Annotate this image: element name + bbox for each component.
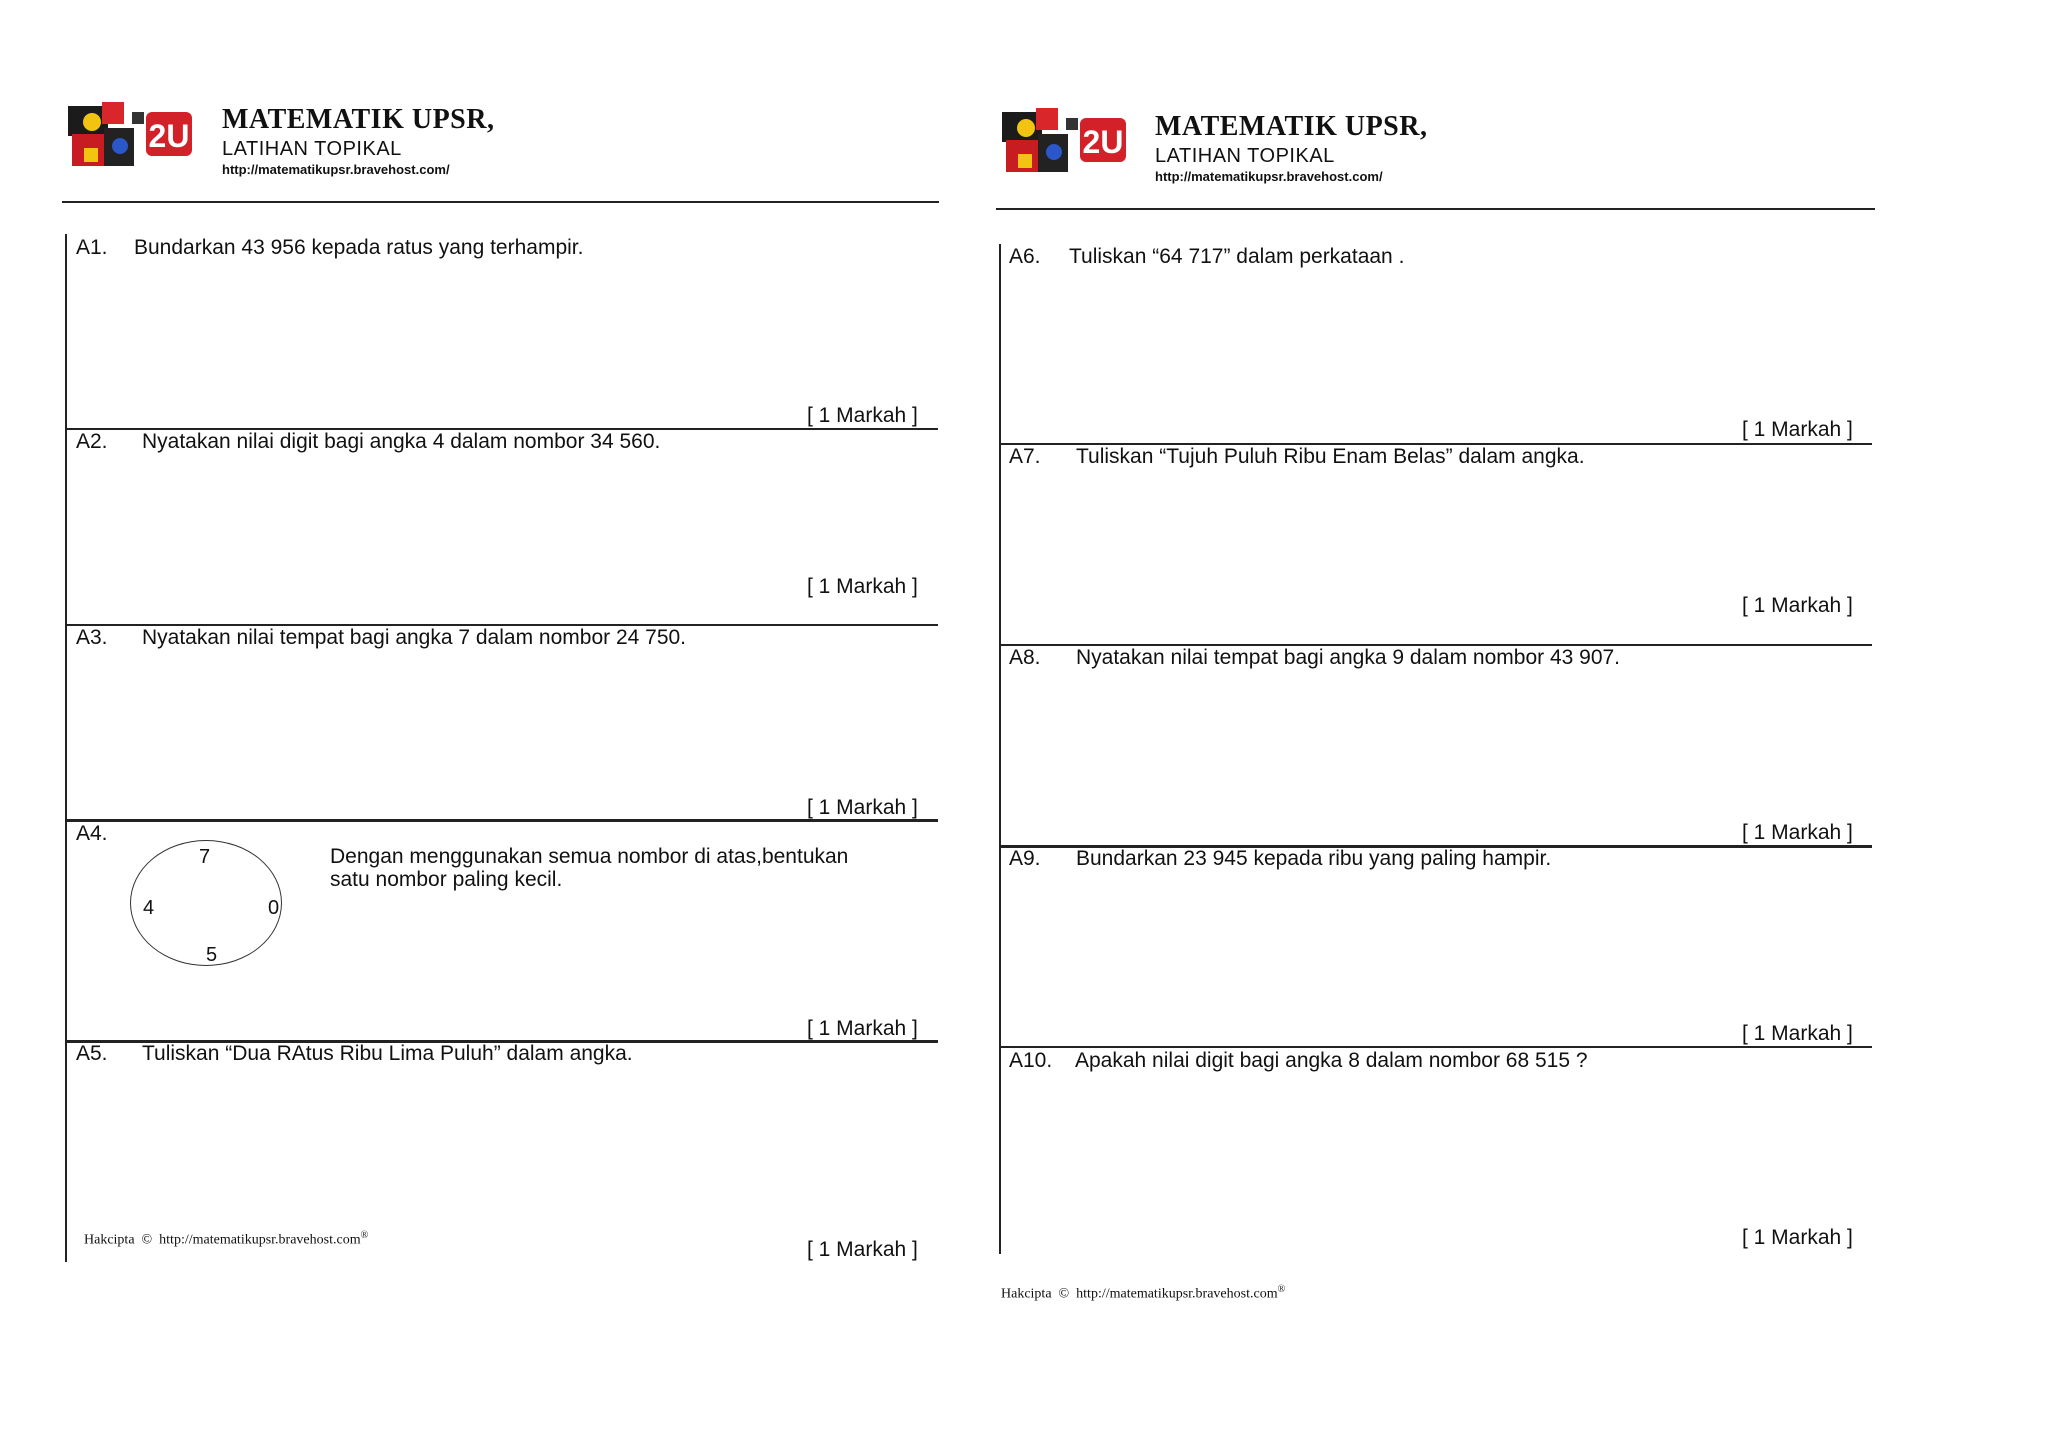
header-url: http://matematikupsr.bravehost.com/ xyxy=(1155,169,1383,184)
question-number: A4. xyxy=(76,822,108,845)
ellipse-digit: 4 xyxy=(143,897,155,919)
header-title: MATEMATIK UPSR, xyxy=(222,104,495,135)
left-border xyxy=(999,244,1001,1254)
marks-label: [ 1 Markah ] xyxy=(807,1017,918,1040)
question-text-line1: Dengan menggunakan semua nombor di atas,bentukan xyxy=(330,845,849,868)
question-number: A10. xyxy=(1009,1049,1053,1072)
header-subtitle: LATIHAN TOPIKAL xyxy=(222,138,402,160)
question-text: Tuliskan “Dua RAtus Ribu Lima Puluh” dalam angka. xyxy=(142,1042,633,1065)
question-number: A9. xyxy=(1009,847,1041,870)
marks-label: [ 1 Markah ] xyxy=(807,575,918,598)
divider xyxy=(65,819,938,822)
copyright-footer: Hakcipta © http://matematikupsr.bravehost.com® xyxy=(84,1230,369,1248)
question-number: A5. xyxy=(76,1042,108,1065)
question-text-line2: satu nombor paling kecil. xyxy=(330,868,563,891)
question-number: A6. xyxy=(1009,245,1041,268)
question-text: Bundarkan 23 945 kepada ribu yang paling hampir. xyxy=(1076,847,1552,870)
header-rule xyxy=(62,201,939,203)
copyright-footer: Hakcipta © http://matematikupsr.bravehost.com® xyxy=(1001,1284,1286,1302)
question-number: A8. xyxy=(1009,646,1041,669)
divider xyxy=(999,1046,1872,1048)
marks-label: [ 1 Markah ] xyxy=(807,1238,918,1261)
marks-label: [ 1 Markah ] xyxy=(1742,418,1853,441)
question-text: Bundarkan 43 956 kepada ratus yang terhampir. xyxy=(134,236,584,259)
header-url: http://matematikupsr.bravehost.com/ xyxy=(222,162,450,177)
marks-label: [ 1 Markah ] xyxy=(1742,821,1853,844)
header-title: MATEMATIK UPSR, xyxy=(1155,111,1428,142)
marks-label: [ 1 Markah ] xyxy=(1742,1226,1853,1249)
marks-label: [ 1 Markah ] xyxy=(1742,1022,1853,1045)
ellipse-digit: 7 xyxy=(199,846,211,868)
question-text: Tuliskan “Tujuh Puluh Ribu Enam Belas” dalam angka. xyxy=(1076,445,1585,468)
question-number: A1. xyxy=(76,236,108,259)
svg-text:2U: 2U xyxy=(148,118,190,154)
marks-label: [ 1 Markah ] xyxy=(1742,594,1853,617)
question-number: A7. xyxy=(1009,445,1041,468)
ellipse-digit: 0 xyxy=(268,897,280,919)
question-text: Nyatakan nilai tempat bagi angka 9 dalam nombor 43 907. xyxy=(1076,646,1621,669)
matematik-2u-logo xyxy=(62,98,192,178)
question-number: A3. xyxy=(76,626,108,649)
question-text: Nyatakan nilai tempat bagi angka 7 dalam nombor 24 750. xyxy=(142,626,687,649)
ellipse-digit: 5 xyxy=(206,944,218,966)
marks-label: [ 1 Markah ] xyxy=(807,796,918,819)
svg-text:2U: 2U xyxy=(1082,124,1124,160)
question-number: A2. xyxy=(76,430,108,453)
question-text: Nyatakan nilai digit bagi angka 4 dalam nombor 34 560. xyxy=(142,430,661,453)
header-rule xyxy=(996,208,1875,210)
question-text: Tuliskan “64 717” dalam perkataan . xyxy=(1069,245,1405,268)
matematik-2u-logo xyxy=(996,104,1126,184)
question-text: Apakah nilai digit bagi angka 8 dalam nombor 68 515 ? xyxy=(1075,1049,1588,1072)
left-border xyxy=(65,234,67,1262)
marks-label: [ 1 Markah ] xyxy=(807,404,918,427)
header-subtitle: LATIHAN TOPIKAL xyxy=(1155,145,1335,167)
